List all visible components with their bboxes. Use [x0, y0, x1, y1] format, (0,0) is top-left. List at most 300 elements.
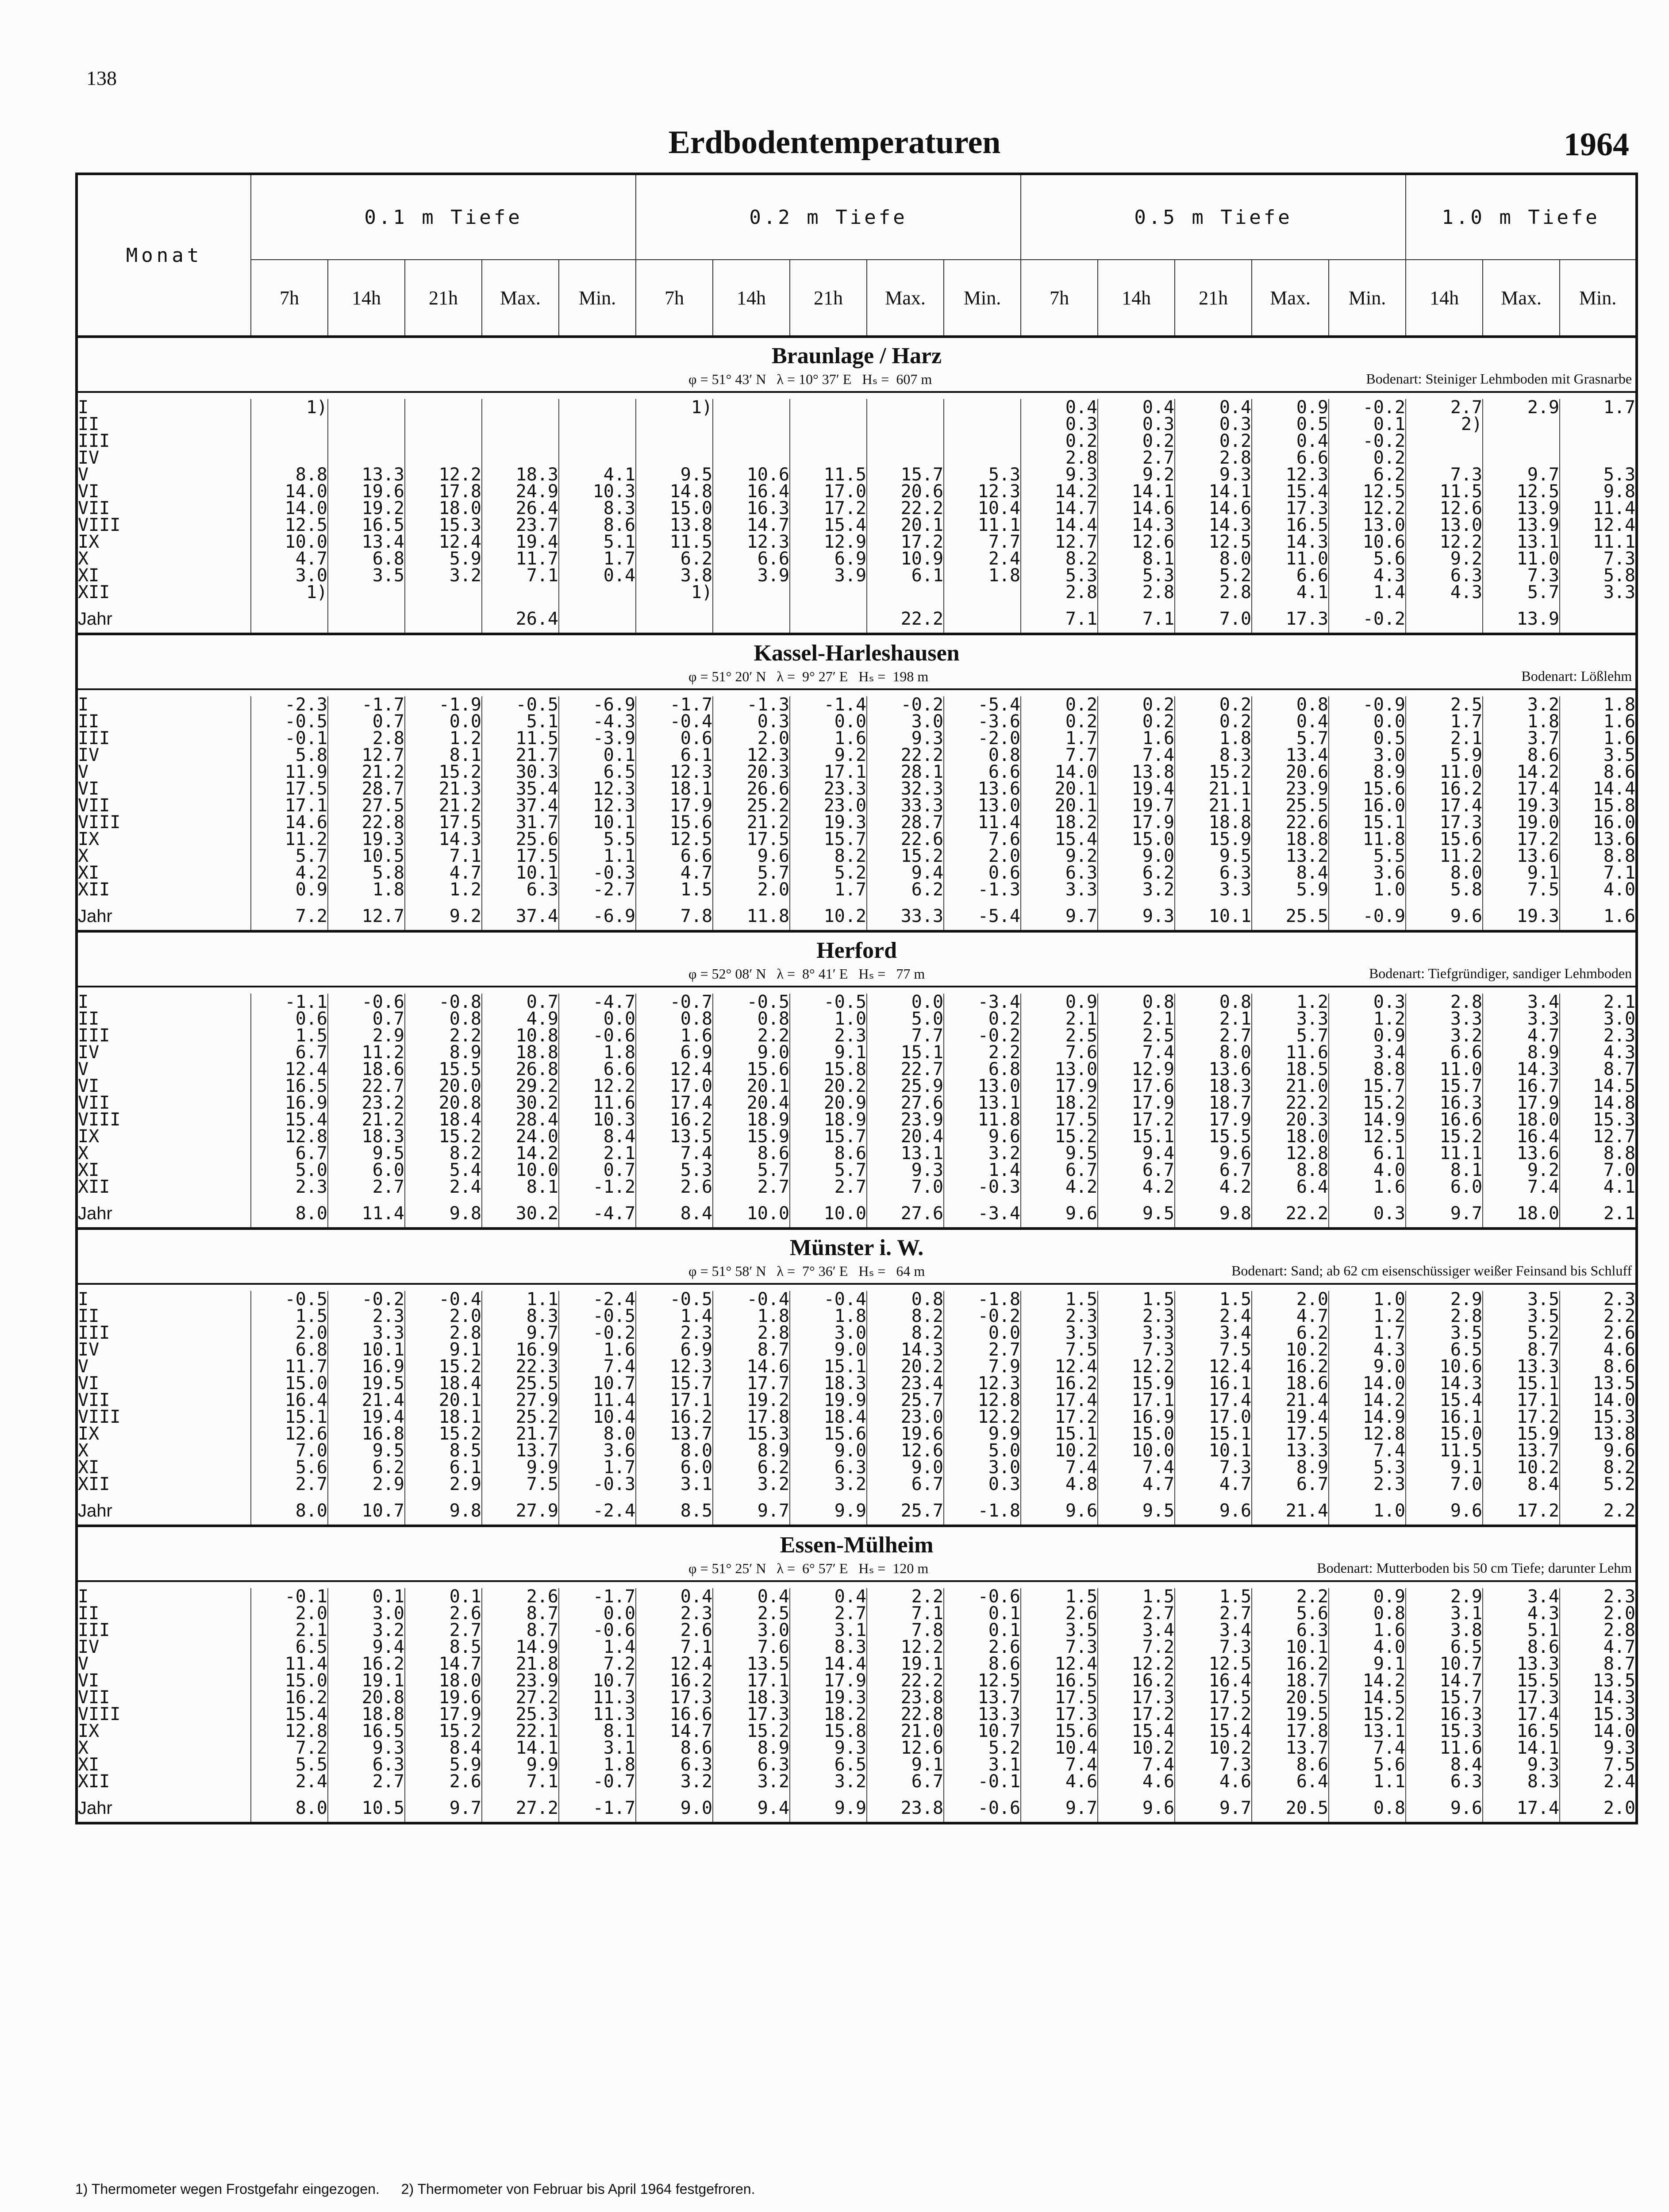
table-row — [77, 1459, 1637, 1476]
data-cell: 7.3 — [1175, 1756, 1252, 1773]
footnote-2: 2) Thermometer von Februar bis April 1964 festgefroren. — [401, 2181, 755, 2197]
station-name: Herford — [77, 931, 1637, 964]
data-cell: 8.6 — [1483, 1639, 1560, 1655]
data-cell: 19.4 — [1252, 1409, 1329, 1425]
data-cell: 10.1 — [482, 864, 559, 881]
data-cell: 3.2 — [1483, 696, 1560, 713]
data-cell: 9.2 — [1098, 466, 1175, 483]
data-cell: 7.0 — [867, 1179, 944, 1195]
year-cell: 8.0 — [251, 1195, 328, 1229]
data-cell: 4.9 — [482, 1010, 559, 1027]
data-cell: 15.2 — [1021, 1128, 1098, 1145]
data-cell: 6.3 — [1175, 864, 1252, 881]
data-cell: 17.9 — [1021, 1078, 1098, 1094]
data-cell: 13.6 — [1560, 831, 1637, 848]
year-cell: 10.0 — [713, 1195, 790, 1229]
data-cell: 17.0 — [1175, 1409, 1252, 1425]
data-cell: 3.2 — [713, 1773, 790, 1790]
data-cell: 22.2 — [1252, 1094, 1329, 1111]
data-cell: 15.5 — [1175, 1128, 1252, 1145]
data-cell: 14.4 — [790, 1655, 867, 1672]
data-cell — [482, 449, 559, 466]
year-cell: 10.7 — [328, 1493, 405, 1526]
data-cell: 15.1 — [1483, 1375, 1560, 1392]
data-cell: 19.1 — [328, 1672, 405, 1689]
data-cell: 16.4 — [713, 483, 790, 500]
data-cell: 20.1 — [405, 1392, 482, 1409]
data-cell: 21.0 — [1252, 1078, 1329, 1094]
month-label: X — [78, 846, 89, 866]
data-cell: 8.3 — [790, 1639, 867, 1655]
data-cell: 5.2 — [1560, 1476, 1637, 1493]
data-cell: 15.0 — [1098, 1425, 1175, 1442]
data-cell: 2.0 — [944, 848, 1021, 864]
data-cell: 2.3 — [790, 1027, 867, 1044]
data-cell: 2.1 — [251, 1622, 328, 1639]
data-cell: 20.9 — [790, 1094, 867, 1111]
depth-header-0-5m: 0.5 m Tiefe — [1021, 174, 1406, 260]
month-label: VIII — [78, 515, 121, 535]
data-cell: 20.6 — [867, 483, 944, 500]
data-cell: -0.5 — [251, 1291, 328, 1308]
data-cell: 8.6 — [1560, 764, 1637, 780]
data-cell: 5.8 — [1406, 881, 1483, 898]
table-row — [77, 764, 1637, 780]
data-cell: 2.5 — [1406, 696, 1483, 713]
data-cell: 13.9 — [1483, 500, 1560, 517]
data-cell: 3.2 — [944, 1145, 1021, 1162]
data-cell: 15.1 — [1098, 1128, 1175, 1145]
data-cell: 18.6 — [328, 1061, 405, 1078]
month-label: III — [78, 1323, 110, 1343]
data-cell: 15.1 — [867, 1044, 944, 1061]
data-cell: 20.3 — [713, 764, 790, 780]
year-cell: 0.8 — [1329, 1790, 1406, 1823]
data-cell: 8.8 — [1560, 848, 1637, 864]
data-cell: 4.1 — [559, 466, 636, 483]
data-cell: 15.5 — [1483, 1672, 1560, 1689]
data-cell: 6.6 — [713, 550, 790, 567]
data-cell: 1.4 — [944, 1162, 1021, 1179]
station-header-row — [77, 634, 1637, 666]
data-cell: 8.4 — [405, 1740, 482, 1756]
station-meta-row — [77, 369, 1637, 392]
data-cell: 6.1 — [867, 567, 944, 584]
data-cell: 21.2 — [405, 797, 482, 814]
data-cell: 6.2 — [328, 1459, 405, 1476]
data-cell — [328, 399, 405, 416]
data-cell: 3.4 — [1098, 1622, 1175, 1639]
data-cell: 10.2 — [1252, 1341, 1329, 1358]
data-cell: 0.3 — [1098, 416, 1175, 433]
data-cell: 1.6 — [1329, 1622, 1406, 1639]
year-label: Jahr — [78, 1798, 112, 1818]
data-cell: 14.3 — [1252, 534, 1329, 550]
data-cell: -1.7 — [636, 696, 713, 713]
data-cell: 17.4 — [636, 1094, 713, 1111]
data-cell: 16.2 — [636, 1672, 713, 1689]
data-cell: 1.6 — [1560, 713, 1637, 730]
data-cell — [405, 433, 482, 449]
data-cell: 17.1 — [636, 1392, 713, 1409]
data-cell: 10.3 — [559, 1111, 636, 1128]
year-cell: 25.5 — [1252, 898, 1329, 931]
data-cell: 7.4 — [1329, 1740, 1406, 1756]
data-cell: 15.4 — [1406, 1392, 1483, 1409]
data-cell: 1.5 — [1021, 1291, 1098, 1308]
data-cell: 10.4 — [944, 500, 1021, 517]
data-cell: 5.4 — [405, 1162, 482, 1179]
data-cell: 19.3 — [790, 1689, 867, 1706]
data-cell: 25.9 — [867, 1078, 944, 1094]
month-label: XII — [78, 1474, 110, 1494]
data-cell: 4.7 — [405, 864, 482, 881]
table-row — [77, 1425, 1637, 1442]
data-cell: 7.0 — [1406, 1476, 1483, 1493]
subheader-cell: Min. — [944, 260, 1021, 337]
year-cell: 9.9 — [790, 1790, 867, 1823]
data-cell: 16.3 — [1406, 1706, 1483, 1723]
data-cell: -1.2 — [559, 1179, 636, 1195]
data-cell: 27.2 — [482, 1689, 559, 1706]
month-label: XI — [78, 1457, 100, 1478]
year-cell: 10.5 — [328, 1790, 405, 1823]
data-cell: 19.3 — [790, 814, 867, 831]
data-cell: 11.2 — [1406, 848, 1483, 864]
data-cell: 2.8 — [405, 1325, 482, 1341]
year-cell: 12.7 — [328, 898, 405, 931]
year-cell: 26.4 — [482, 601, 559, 634]
data-cell: 3.2 — [1406, 1027, 1483, 1044]
data-cell — [636, 433, 713, 449]
table-row — [77, 730, 1637, 747]
data-cell: 1.1 — [482, 1291, 559, 1308]
data-cell: 17.2 — [1483, 831, 1560, 848]
data-cell: 11.5 — [790, 466, 867, 483]
data-cell: 11.1 — [944, 517, 1021, 534]
table-row — [77, 517, 1637, 534]
station-coordinates: φ = 52° 08′ N λ = 8° 41′ E Hₛ = 77 m — [688, 966, 925, 982]
month-label: I — [78, 1289, 89, 1310]
data-cell — [790, 584, 867, 601]
data-cell: 17.3 — [1098, 1689, 1175, 1706]
data-cell: 10.2 — [1483, 1459, 1560, 1476]
data-cell: 7.5 — [1021, 1341, 1098, 1358]
year-cell: 9.5 — [1098, 1493, 1175, 1526]
data-cell: 8.1 — [1098, 550, 1175, 567]
data-cell: 0.7 — [328, 1010, 405, 1027]
data-cell: 12.2 — [559, 1078, 636, 1094]
data-cell: 0.4 — [559, 567, 636, 584]
data-cell: 1.6 — [636, 1027, 713, 1044]
subheader-cell: Max. — [867, 260, 944, 337]
data-cell: 5.8 — [328, 864, 405, 881]
data-cell: 23.0 — [790, 797, 867, 814]
data-cell: 25.3 — [482, 1706, 559, 1723]
data-cell: -0.8 — [405, 994, 482, 1010]
table-row — [77, 1409, 1637, 1425]
year-cell: -0.9 — [1329, 898, 1406, 931]
data-cell: 2.9 — [328, 1027, 405, 1044]
data-cell: 6.3 — [482, 881, 559, 898]
data-cell: 0.4 — [1252, 433, 1329, 449]
data-cell: -1.3 — [713, 696, 790, 713]
data-cell: 4.3 — [1329, 567, 1406, 584]
data-cell: 15.4 — [1175, 1723, 1252, 1740]
year-cell: 7.0 — [1175, 601, 1252, 634]
data-cell: 11.4 — [251, 1655, 328, 1672]
data-cell: 4.3 — [1483, 1605, 1560, 1622]
data-cell: 3.6 — [559, 1442, 636, 1459]
data-cell: 12.3 — [559, 797, 636, 814]
data-cell: 16.0 — [1560, 814, 1637, 831]
data-cell: 9.3 — [1175, 466, 1252, 483]
data-cell: 12.6 — [1406, 500, 1483, 517]
data-cell: 2.7 — [1175, 1027, 1252, 1044]
footnote-1: 1) Thermometer wegen Frostgefahr eingezogen. — [75, 2181, 380, 2197]
station-coordinates: φ = 51° 58′ N λ = 7° 36′ E Hₛ = 64 m — [688, 1263, 925, 1279]
year-cell: 7.1 — [1021, 601, 1098, 634]
data-cell: 12.4 — [636, 1061, 713, 1078]
data-cell: 8.3 — [1175, 747, 1252, 764]
data-cell: 6.3 — [636, 1756, 713, 1773]
data-cell: 9.8 — [1560, 483, 1637, 500]
data-cell: 8.8 — [1560, 1145, 1637, 1162]
data-cell: 18.3 — [713, 1689, 790, 1706]
data-cell: 6.7 — [1021, 1162, 1098, 1179]
data-cell: 0.0 — [944, 1325, 1021, 1341]
year-cell: 27.6 — [867, 1195, 944, 1229]
data-cell: 1.7 — [1329, 1325, 1406, 1341]
data-cell: 6.6 — [636, 848, 713, 864]
data-cell: 3.0 — [328, 1605, 405, 1622]
data-cell: 11.9 — [251, 764, 328, 780]
depth-header-0-2m: 0.2 m Tiefe — [636, 174, 1021, 260]
subheader-cell: 7h — [251, 260, 328, 337]
data-cell: 1.1 — [559, 848, 636, 864]
data-cell: 0.0 — [1329, 713, 1406, 730]
data-cell: 12.6 — [867, 1442, 944, 1459]
data-cell: 18.6 — [1252, 1375, 1329, 1392]
data-cell: 6.8 — [251, 1341, 328, 1358]
month-label: VII — [78, 795, 110, 816]
data-cell: -1.8 — [944, 1291, 1021, 1308]
data-cell: 6.2 — [713, 1459, 790, 1476]
table-row — [77, 1094, 1637, 1111]
data-cell: 14.1 — [1175, 483, 1252, 500]
data-cell: 6.6 — [1406, 1044, 1483, 1061]
data-cell: 12.7 — [1021, 534, 1098, 550]
table-row — [77, 814, 1637, 831]
data-cell: 6.1 — [405, 1459, 482, 1476]
data-cell: 2.7 — [1406, 399, 1483, 416]
data-cell: 4.8 — [1021, 1476, 1098, 1493]
data-cell: 18.3 — [790, 1375, 867, 1392]
year-cell: 8.0 — [251, 1493, 328, 1526]
data-cell: 11.0 — [1252, 550, 1329, 567]
data-cell: 3.3 — [1098, 1325, 1175, 1341]
data-cell: 18.0 — [405, 500, 482, 517]
data-cell: 2.7 — [328, 1773, 405, 1790]
data-cell: 1.2 — [405, 881, 482, 898]
table-row — [77, 1442, 1637, 1459]
data-cell: 2.8 — [1560, 1622, 1637, 1639]
data-cell: 15.7 — [636, 1375, 713, 1392]
table-row — [77, 1128, 1637, 1145]
data-cell: 2.1 — [559, 1145, 636, 1162]
month-label: X — [78, 1143, 89, 1164]
data-cell: 14.7 — [405, 1655, 482, 1672]
year-cell: 10.2 — [790, 898, 867, 931]
month-label: II — [78, 711, 100, 732]
data-cell: 20.2 — [867, 1358, 944, 1375]
data-cell: 7.3 — [1483, 567, 1560, 584]
data-cell: 15.2 — [405, 1723, 482, 1740]
data-cell: 6.0 — [636, 1459, 713, 1476]
data-cell: 9.1 — [1406, 1459, 1483, 1476]
data-cell: 8.6 — [1483, 747, 1560, 764]
data-cell: 17.8 — [1252, 1723, 1329, 1740]
data-cell: 18.4 — [405, 1375, 482, 1392]
data-cell: 12.3 — [559, 780, 636, 797]
data-cell: 23.0 — [867, 1409, 944, 1425]
data-cell: 16.2 — [1252, 1358, 1329, 1375]
year-cell — [251, 601, 328, 634]
data-cell: 6.6 — [944, 764, 1021, 780]
data-cell: 11.1 — [1560, 534, 1637, 550]
data-cell: 5.3 — [1021, 567, 1098, 584]
data-cell: 20.1 — [1021, 797, 1098, 814]
data-cell: 3.7 — [1483, 730, 1560, 747]
data-cell: 9.0 — [790, 1442, 867, 1459]
data-cell: 6.9 — [790, 550, 867, 567]
station-header-row — [77, 337, 1637, 369]
year-cell: 19.3 — [1483, 898, 1560, 931]
data-cell: 4.7 — [636, 864, 713, 881]
data-cell: 2.0 — [251, 1605, 328, 1622]
data-cell: 22.2 — [867, 747, 944, 764]
data-cell: 15.8 — [790, 1723, 867, 1740]
data-cell: 20.1 — [713, 1078, 790, 1094]
data-cell: 13.5 — [713, 1655, 790, 1672]
data-cell: 13.7 — [1483, 1442, 1560, 1459]
year-cell: 9.6 — [1021, 1195, 1098, 1229]
month-label: VI — [78, 1373, 100, 1394]
data-cell — [482, 433, 559, 449]
data-cell: 4.7 — [1560, 1639, 1637, 1655]
data-cell: 3.4 — [1329, 1044, 1406, 1061]
data-cell: 1.5 — [251, 1308, 328, 1325]
data-cell: 2.8 — [1406, 1308, 1483, 1325]
data-cell: 19.4 — [482, 534, 559, 550]
data-cell: 0.9 — [1329, 1027, 1406, 1044]
data-cell: 13.3 — [1252, 1442, 1329, 1459]
data-cell: 3.9 — [713, 567, 790, 584]
data-cell: 11.3 — [559, 1689, 636, 1706]
data-cell: 20.4 — [713, 1094, 790, 1111]
data-cell: -0.6 — [559, 1622, 636, 1639]
data-cell: 0.8 — [1252, 696, 1329, 713]
data-cell: 6.1 — [636, 747, 713, 764]
data-cell: 12.2 — [867, 1639, 944, 1655]
data-cell: 6.8 — [328, 550, 405, 567]
data-cell: 5.6 — [1329, 550, 1406, 567]
data-cell: 8.9 — [1483, 1044, 1560, 1061]
data-cell: 22.7 — [328, 1078, 405, 1094]
data-cell: 0.1 — [944, 1622, 1021, 1639]
data-cell: 3.0 — [790, 1325, 867, 1341]
data-cell: 13.3 — [1483, 1655, 1560, 1672]
data-cell: 17.2 — [1021, 1409, 1098, 1425]
data-cell: 26.4 — [482, 500, 559, 517]
data-cell: 3.1 — [944, 1756, 1021, 1773]
data-cell: 1.7 — [1021, 730, 1098, 747]
data-cell: 0.2 — [1098, 433, 1175, 449]
data-cell: 17.4 — [1483, 1706, 1560, 1723]
data-cell: 1) — [251, 584, 328, 601]
data-cell: 9.1 — [1483, 864, 1560, 881]
data-cell: 4.7 — [1098, 1476, 1175, 1493]
data-cell: 14.8 — [636, 483, 713, 500]
data-cell: 2.7 — [251, 1476, 328, 1493]
data-cell: 17.2 — [1098, 1111, 1175, 1128]
data-cell — [405, 416, 482, 433]
data-cell: 2.8 — [1021, 449, 1098, 466]
data-cell: 10.1 — [1252, 1639, 1329, 1655]
data-cell: -0.2 — [867, 696, 944, 713]
data-cell: 1.0 — [790, 1010, 867, 1027]
data-cell: 15.2 — [1406, 1128, 1483, 1145]
data-cell: 16.2 — [251, 1689, 328, 1706]
data-cell: 4.7 — [1252, 1308, 1329, 1325]
table-row — [77, 713, 1637, 730]
data-cell: 12.3 — [713, 534, 790, 550]
month-label: II — [78, 414, 100, 434]
data-cell: 2.3 — [1560, 1291, 1637, 1308]
data-cell — [944, 416, 1021, 433]
data-cell: 2.6 — [1021, 1605, 1098, 1622]
data-cell: 2.5 — [713, 1605, 790, 1622]
data-cell: 7.7 — [1021, 747, 1098, 764]
year-cell — [713, 601, 790, 634]
data-cell: 4.2 — [251, 864, 328, 881]
data-cell: 12.9 — [1098, 1061, 1175, 1078]
data-cell: 11.4 — [1560, 500, 1637, 517]
data-cell: 12.8 — [1329, 1425, 1406, 1442]
data-cell: 6.6 — [1252, 449, 1329, 466]
data-cell: 6.2 — [636, 550, 713, 567]
data-cell: 2.4 — [1560, 1773, 1637, 1790]
data-cell: 19.6 — [328, 483, 405, 500]
month-label: IV — [78, 745, 100, 765]
year-cell: 27.2 — [482, 1790, 559, 1823]
data-cell: 3.3 — [1021, 881, 1098, 898]
data-cell: 11.6 — [559, 1094, 636, 1111]
data-cell: 2.8 — [1098, 584, 1175, 601]
table-row — [77, 500, 1637, 517]
data-cell: 13.1 — [1483, 534, 1560, 550]
data-cell: 3.6 — [1329, 864, 1406, 881]
data-cell: 4.6 — [1175, 1773, 1252, 1790]
data-cell: 2.2 — [867, 1588, 944, 1605]
data-cell: 2.6 — [405, 1773, 482, 1790]
data-cell: 2.3 — [636, 1325, 713, 1341]
data-cell: 14.6 — [1175, 500, 1252, 517]
data-cell: 1.7 — [1560, 399, 1637, 416]
data-cell: 16.7 — [1483, 1078, 1560, 1094]
data-cell: 3.0 — [1560, 1010, 1637, 1027]
data-cell: 17.4 — [1021, 1392, 1098, 1409]
